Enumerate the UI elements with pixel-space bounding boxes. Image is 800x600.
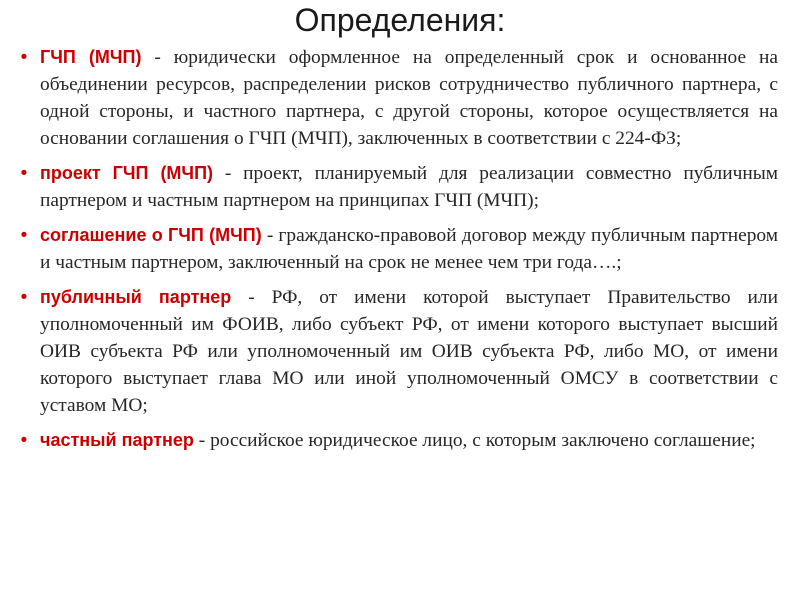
bullet-icon: • xyxy=(20,225,28,246)
definition-item xyxy=(14,44,778,152)
definition-item xyxy=(14,222,778,276)
definition-text: - российское юридическое лицо, с которым заключено соглашение; xyxy=(193,430,756,451)
bullet-icon: • xyxy=(20,430,28,451)
definition-term: соглашение о ГЧП (МЧП) xyxy=(40,225,262,245)
definition-text: - юридически оформленное на определенный срок и основанное на объединении ресурсов, распределении рисков сотрудничество публичного партнера, с одной стороны, и частного партнера, с другой стороны, которое осуществляется на основании соглашения о ГЧП (МЧП), заключенных в соответствии с 224-ФЗ; xyxy=(40,47,778,149)
definition-item xyxy=(14,427,778,454)
definition-text: - РФ, от имени которой выступает Правительство или уполномоченный им ФОИВ, либо субъект РФ, от имени которого выступает высший ОИВ субъекта РФ или уполномоченный им ОИВ субъекта РФ, либо МО, от имени которого выступает глава МО или иной уполномоченный ОМСУ в соответствии с уставом МО; xyxy=(40,287,778,416)
definitions-list xyxy=(14,44,778,462)
bullet-icon: • xyxy=(20,47,28,68)
slide-title: Определения: xyxy=(294,2,506,38)
definition-item xyxy=(14,160,778,214)
definition-term: частный партнер xyxy=(40,430,194,450)
definition-term: публичный партнер xyxy=(40,287,232,307)
bullet-icon: • xyxy=(20,287,28,308)
bullet-icon: • xyxy=(20,163,28,184)
definition-term: ГЧП (МЧП) xyxy=(40,47,142,67)
definition-text: - гражданско-правовой договор между публичным партнером и частным партнером, заключенный на срок не менее чем три года….; xyxy=(40,225,778,273)
definition-term: проект ГЧП (МЧП) xyxy=(40,163,214,183)
definition-item xyxy=(14,284,778,419)
definition-text: - проект, планируемый для реализации совместно публичным партнером и частным партнером на принципах ГЧП (МЧП); xyxy=(40,163,778,211)
